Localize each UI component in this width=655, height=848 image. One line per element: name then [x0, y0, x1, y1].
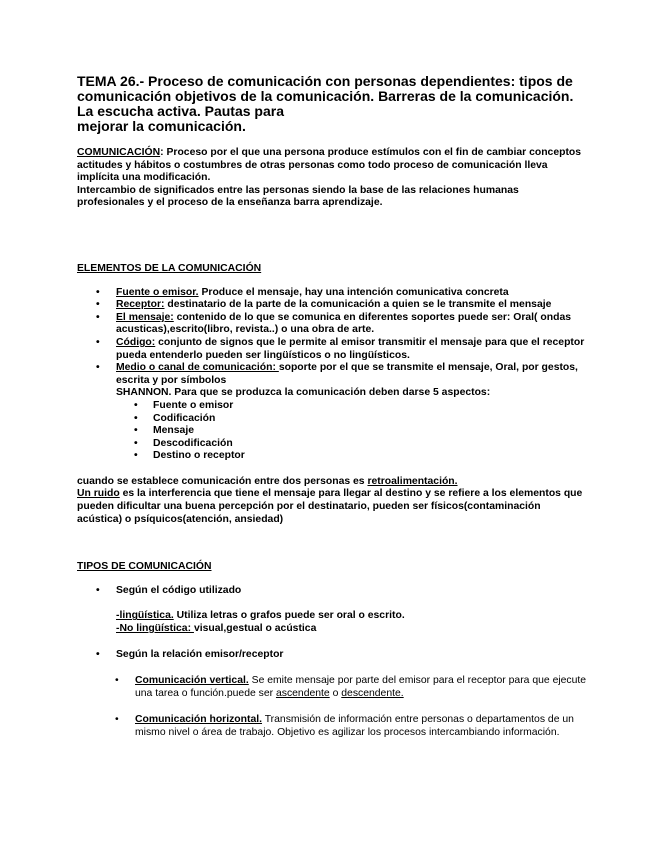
list-item: • Código: conjunto de signos que le permite al emisor transmitir el mensaje para que el receptor pueda entenderlo pueden ser lingüísticos o no lingüísticos.: [96, 336, 585, 361]
bullet-icon: •: [96, 648, 100, 660]
by-relation-heading: Según la relación emisor/receptor: [116, 648, 284, 660]
types-heading: TIPOS DE COMUNICACIÓN: [77, 561, 212, 573]
list-item: • Receptor: destinatario de la parte de la comunicación a quien se le transmite el mensaje: [96, 299, 552, 311]
code-types: -lingüística. Utiliza letras o grafos puede ser oral o escrito. -No lingüística: visual,gestual o acústica: [116, 610, 405, 635]
title-text-line2: mejorar la comunicación.: [77, 118, 246, 134]
noise-term: Un ruido: [77, 488, 120, 500]
bullet-icon: •: [96, 311, 100, 323]
document-title: [77, 74, 587, 134]
definition-paragraph: COMUNICACIÓN: Proceso por el que una persona produce estímulos con el fin de cambiar conceptos actitudes y hábitos o costumbres de otras personas como todo proceso de comunicación lleva implícita una modificación. Intercambio de significados entre las personas siendo la base de las relaciones humanas profesionales y el proceso de la enseñanza barra aprendizaje.: [77, 147, 582, 209]
list-item: [77, 649, 587, 662]
list-item: • Fuente o emisor: [134, 399, 234, 411]
definition-text: Proceso por el que una persona produce estímulos con el fin de cambiar conceptos actitudes y hábitos o costumbres de otras personas como todo proceso de comunicación lleva implícita una modificación.: [77, 147, 582, 184]
bullet-icon: •: [134, 425, 138, 437]
list-item: [77, 585, 587, 598]
document-page: [77, 74, 587, 739]
list-item: • Comunicación horizontal. Transmisión de información entre personas o departamentos de un mismo nivel o área de trabajo. Objetivo es agilizar los procesos intercambiando información.: [115, 714, 574, 739]
definition-term: COMUNICACIÓN: [77, 147, 161, 158]
bullet-icon: •: [134, 450, 138, 462]
list-item: • Destino o receptor: [134, 450, 245, 462]
bullet-icon: •: [96, 584, 100, 596]
title-text: TEMA 26.- Proceso de comunicación con personas dependientes: tipos de comunicación objetivos de la comunicación. Barreras de la comunicación. La escucha activa. Pautas para: [77, 73, 574, 119]
definition-text-2: Intercambio de significados entre las personas siendo la base de las relaciones humanas profesionales y el proceso de la enseñanza barra aprendizaje.: [77, 184, 519, 209]
bullet-icon: •: [96, 336, 100, 348]
bullet-icon: •: [134, 412, 138, 424]
bullet-icon: •: [96, 286, 100, 298]
list-item: • Comunicación vertical. Se emite mensaje por parte del emisor para el receptor para que ejecute una tarea o función.puede ser ascendente o descendente.: [115, 675, 587, 700]
bullet-icon: •: [134, 399, 138, 411]
aspects-list: [77, 400, 587, 463]
list-item: • Descodificación: [134, 437, 233, 449]
list-item: • Codificación: [134, 412, 216, 424]
feedback-paragraph: cuando se establece comunicación entre dos personas es retroalimentación. Un ruido es la interferencia que tiene el mensaje para llegar al destino y se refiere a los elementos que pueden dificultar una buena percepción por el destinatario, pueden ser físicos(contaminación acústica) o psíquicos(atención, ansiedad): [77, 475, 583, 525]
types-list: [77, 585, 587, 598]
list-item: • Fuente o emisor. Produce el mensaje, hay una intención comunicativa concreta: [96, 286, 509, 298]
bullet-icon: •: [96, 362, 100, 374]
shannon-note: SHANNON. Para que se produzca la comunicación deben darse 5 aspectos:: [116, 387, 491, 399]
list-item: • El mensaje: contenido de lo que se comunica en diferentes soportes puede ser: Oral( ondas acusticas),escrito(libro, revista..) o una obra de arte.: [96, 311, 572, 336]
elements-heading: ELEMENTOS DE LA COMUNICACIÓN: [77, 262, 262, 274]
bullet-icon: •: [96, 299, 100, 311]
feedback-term: retroalimentación.: [367, 475, 458, 487]
elements-list: [77, 287, 587, 463]
relation-sublist: [77, 674, 587, 739]
by-code-heading: Según el código utilizado: [116, 584, 242, 596]
list-item: • Medio o canal de comunicación: soporte por el que se transmite el mensaje, Oral, por gestos, escrita y por símbolos SHANNON. Para que se produzca la comunicación deben darse 5 aspectos: • Fuente o emisor • Codificación • Mensaje • Descodificación • Destino o receptor: [77, 362, 587, 463]
relation-list: [77, 649, 587, 662]
bullet-icon: •: [115, 714, 119, 726]
bullet-icon: •: [134, 437, 138, 449]
list-item: • Mensaje: [134, 425, 195, 437]
bullet-icon: •: [115, 675, 119, 687]
